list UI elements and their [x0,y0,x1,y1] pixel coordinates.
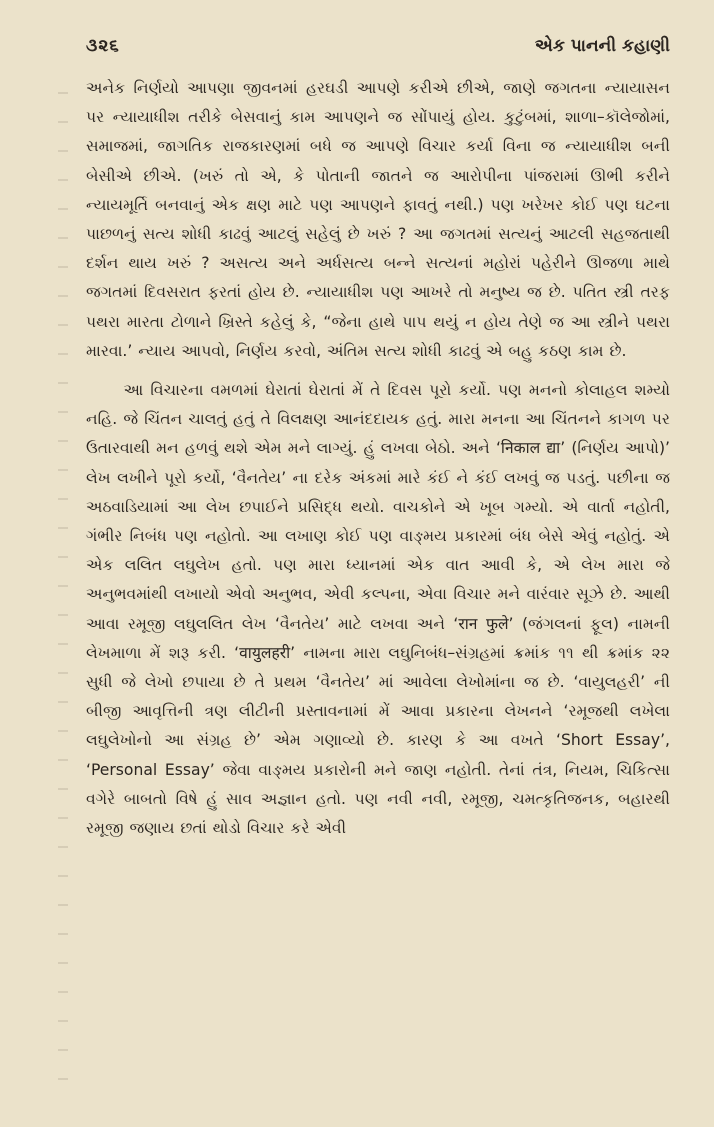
running-title: એક પાનની કહાણી [534,36,670,56]
paragraph: આ વિચારના વમળમાં ઘેરાતાં ઘેરાતાં મેં તે દિવસ પૂરો કર્યો. પણ મનનો કોલાહલ શમ્યો નહિ. જે ચિંતન ચાલતું હતું તે વિલક્ષણ આનંદદાયક હતું. મારા મનના આ ચિંતનને કાગળ પર ઉતારવાથી મન હળવું થશે એમ મને લાગ્યું. હું લખવા બેઠો. અને ‘निकाल द्या’ (નિર્ણય આપો)’ લેખ લખીને પૂરો કર્યો, ‘વૈનતેય’ ના દરેક અંકમાં મારે કંઈ ને કંઈ લખવું જ પડતું. પછીના જ અઠવાડિયામાં આ લેખ છપાઈને પ્રસિદ્ધ થયો. વાચકોને એ ખૂબ ગમ્યો. એ વાર્તા નહોતી, ગંભીર નિબંધ પણ નહોતો. આ લખાણ કોઈ પણ વાઙ્મય પ્રકારમાં બંધ બેસે એવું નહોતું. એ એક લલિત લઘુલેખ હતો. પણ મારા ધ્યાનમાં એક વાત આવી કે, એ લેખ મારા જે અનુભવમાંથી લખાયો એવો અનુભવ, એવી કલ્પના, એવા વિચાર મને વારંવાર સૂઝે છે. આથી આવા રમૂજી લઘુલલિત લેખ ‘વૈનતેય’ માટે લખવા અને ‘रान फुले’ (જંગલનાં ફૂલ) નામની લેખમાળા મેં શરૂ કરી. ‘वायुलहरी’ નામના મારા લઘુનિબંધ–સંગ્રહમાં ક્રમાંક ૧૧ થી ક્રમાંક ૨૨ સુધી જે લેખો છપાયા છે તે પ્રથમ ‘વૈનતેય’ માં આવેલા લેખોમાંના જ છે. ‘વાયુલહરી’ ની બીજી આવૃત્તિની ત્રણ લીટીની પ્રસ્તાવનામાં મેં આવા પ્રકારના લેખનને ‘રમૂજથી લખેલા લઘુલેખોનો આ સંગ્રહ છે’ એમ ગણાવ્યો છે. કારણ કે આ વખતે ‘Short Essay’, ‘Personal Essay’ જેવા વાઙ્મય પ્રકારોની મને જાણ નહોતી. તેનાં તંત્ર, નિયમ, ચિકિત્સા વગેરે બાબતો વિષે હું સાવ અજ્ઞાન હતો. પણ નવી નવી, રમૂજી, ચમત્કૃતિજનક, બહારથી રમૂજી જણાય છતાં થોડો વિચાર કરે એવી [86,381,670,838]
paragraph: અનેક નિર્ણયો આપણા જીવનમાં હરઘડી આપણે કરીએ છીએ, જાણે જગતના ન્યાયાસન પર ન્યાયાધીશ તરીકે બેસવાનું કામ આપણને જ સોંપાયું હોય. કુટુંબમાં, શાળા–કૉલેજોમાં, સમાજમાં, જાગતિક રાજકારણમાં બધે જ આપણે વિચાર કર્યા વિના જ ન્યાયાધીશ બની બેસીએ છીએ. (ખરું તો એ, કે પોતાની જાતને જ આરોપીના પાંજરામાં ઊભી કરીને ન્યાયમૂર્તિ બનવાનું એક ક્ષણ માટે પણ આપણને ફાવતું નથી.) પણ ખરેખર કોઈ પણ ઘટના પાછળનું સત્ય શોધી કાઢવું આટલું સહેલું છે ખરું ? આ જગતમાં સત્યનું આટલી સહજતાથી દર્શન થાય ખરું ? અસત્ય અને અર્ધસત્ય બન્ને સત્યનાં મહોરાં પહેરીને ઊજળા માથે જગતમાં દિવસરાત ફરતાં હોય છે. ન્યાયાધીશ પણ આખરે તો મનુષ્ય જ છે. પતિત સ્ત્રી તરફ પથરા મારતા ટોળાને ખ્રિસ્તે કહેલું કે, “જેના હાથે પાપ થયું ન હોય તેણે જ આ સ્ત્રીને પથરા મારવા.’ ન્યાય આપવો, નિર્ણય કરવો, અંતિમ સત્ય શોધી કાઢવું એ બહુ કઠણ કામ છે. [86,79,670,360]
body-text [86,74,670,843]
margin-shadow [58,80,68,1080]
page-number: ૩૨૬ [86,36,120,56]
page-header [86,36,670,74]
